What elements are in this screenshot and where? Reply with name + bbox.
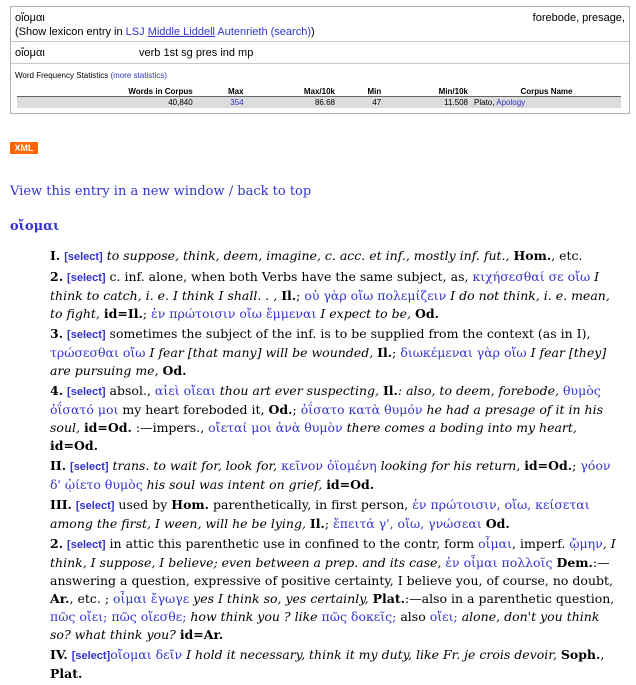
separator-text: ; [292,402,301,417]
divider [11,63,629,64]
author-ref: Plat. [372,591,405,606]
separator-text: ; [572,458,581,473]
author-ref: Od. [485,516,510,531]
view-links [10,184,311,199]
definition-text: , etc. [551,248,583,263]
frequency-table [17,86,621,108]
sense-1-4 [50,382,616,455]
sense-4 [50,646,616,683]
sense-3-2 [50,535,616,644]
sense-number: III. [50,497,72,512]
translation-text: among the first, I ween, will he be lying, [50,516,310,531]
header-min: Min [337,86,383,97]
select-link[interactable]: [select] [67,272,106,284]
definition-text: trans. to wait for, look for, [108,458,282,473]
greek-citation: γόον δ' ᾠίετο θυμὸς [50,458,611,492]
autenrieth-link[interactable]: Autenrieth [217,26,268,38]
translation-text: I expect to be, [316,306,415,321]
max-link[interactable]: 354 [230,98,244,107]
definition-text: :—answering a question, expressive of positive certainty, I believe you, of course, no doubt, [50,555,614,588]
separator-text: ; [296,288,305,303]
separator-text: ; [324,516,334,531]
cell-corpus [470,97,621,109]
greek-citation: οἴει; [429,609,458,624]
author-ref: Od. [414,306,439,321]
greek-citation: ἔπειτά γ', οἴω, γνώσεαι [333,516,482,531]
definition-text: to suppose, think, deem, imagine, c. acc. et inf., mostly inf. fut., [102,248,514,263]
translation-text: his soul was intent on grief, [142,477,327,492]
lexicon-entry [50,247,616,685]
greek-citation: κεῖνον ὀϊομένη [281,458,377,473]
greek-citation: πῶς οἴει; πῶς οἴεσθε; [50,609,187,624]
separator-text: ; [392,345,401,360]
lsj-link[interactable]: LSJ [125,26,145,38]
greek-citation: ὀΐσατο κατὰ θυμόν [300,402,423,417]
sense-1 [50,247,616,266]
greek-citation: οἴομαι δεῖν [110,647,183,662]
greek-citation: θυμὸς ὀΐσατό μοι [50,383,601,417]
author-ref: Il. [377,345,393,360]
translation-text: , I think, I suppose, I believe; even between a prep. and its case, [50,536,616,570]
sense-1-3 [50,325,616,380]
author-ref: Dem. [556,555,593,570]
more-statistics-link[interactable]: (more statistics) [110,71,167,80]
translation-text: there comes a boding into my heart, [342,420,577,435]
cell-min10k: 11.508 [383,97,470,109]
greek-citation: πῶς δοκεῖς; [321,609,397,624]
sense-1-2 [50,268,616,323]
translation-text: I do not think, i. e. mean, to fight, [50,288,610,321]
greek-citation: τρώσεσθαι οἴω [50,345,146,360]
word-form: οἴομαι [15,12,45,24]
author-ref: Plat. [50,666,83,681]
cell-max[interactable] [195,97,246,109]
author-ref: Od. [268,402,293,417]
definition-text: used by [114,497,172,512]
table-row [17,97,621,109]
author-ref: Ar. [50,591,70,606]
separator-text: , [600,647,605,662]
definition-text: :—also in a parenthetic question, [404,591,615,606]
search-link[interactable]: (search) [270,26,311,38]
show-suffix: ) [310,26,315,38]
select-link[interactable]: [select] [67,329,106,341]
definition-text: absol., [105,383,155,398]
greek-citation: ἐν πρώτοισιν οἴω ἔμμεναι [151,306,317,321]
separator-text: ; [142,306,151,321]
header-corpus: Corpus Name [470,86,621,97]
greek-citation: οὐ γὰρ οἴω πολεμίζειν [304,288,447,303]
wfs-title: Word Frequency Statistics [15,71,109,80]
xml-badge[interactable]: XML [10,142,38,154]
definition-text: :—impers., [131,420,209,435]
translation-text: alone, don't you think so? what think you? [50,609,600,642]
author-ref: id=Od. [524,458,573,473]
sense-number: 2. [50,269,64,284]
sense-3 [50,496,616,533]
divider [11,41,629,42]
lexicon-links [15,26,315,38]
sense-number: II. [50,458,67,473]
new-window-link[interactable]: View this entry in a new window [10,184,225,199]
author-ref: id=Od. [326,477,375,492]
parse-form: οἴομαι [15,47,45,59]
author-ref: Od. [162,363,187,378]
select-link[interactable]: [select] [67,386,106,398]
select-link[interactable]: [select] [75,500,115,512]
translation-text: yes I think so, yes certainly, [189,591,373,606]
greek-citation: ἐν οἶμαι πολλοῖς [445,555,553,570]
sense-2 [50,457,616,494]
corpus-link[interactable]: Apology [496,98,526,107]
sense-number: 4. [50,383,64,398]
author-ref: Soph. [560,647,601,662]
author-ref: id=Il. [103,306,143,321]
cell-words: 40,840 [17,97,195,109]
translation-text: how think you ? like [186,609,322,624]
header-min10k: Min/10k [383,86,470,97]
word-frequency-label [15,71,167,80]
greek-citation: οἴεταί μοι ἀνὰ θυμὸν [208,420,343,435]
definition-text: c. inf. alone, when both Verbs have the same subject, as, [105,269,473,284]
sense-number: IV. [50,647,68,662]
author-ref: id=Od. [83,420,132,435]
header-words: Words in Corpus [17,86,195,97]
greek-citation: αἰεὶ οἴεαι [154,383,216,398]
separator-text: also [396,609,430,624]
author-ref: id=Od. [50,438,98,453]
greek-citation: ἐν πρώτοισιν, οἴω, κείσεται [412,497,590,512]
author-ref: Il. [309,516,325,531]
middle-liddell-link[interactable]: Middle Liddell [147,26,215,38]
author-ref: Hom. [513,248,552,263]
translation-text: I hold it necessary, think it my duty, like Fr. je crois devoir, [182,647,561,662]
greek-citation: διωκέμεναι γὰρ οἴω [400,345,527,360]
header-max10k: Max/10k [246,86,337,97]
separator-text: , etc. ; [69,591,113,606]
back-to-top-link[interactable]: back to top [237,184,312,199]
translation-text: I fear [they] are pursuing me, [50,345,607,378]
translation-text: looking for his return, [376,458,525,473]
definition-text: in attic this parenthetic use in confined to the contr, form [105,536,479,551]
sense-number: I. [50,248,61,263]
definition-text: sometimes the subject of the inf. is to be supplied from the context (as in I), [105,326,591,341]
greek-citation: οἶμαι ἔγωγε [113,591,190,606]
sense-number: 2. [50,536,64,551]
definition-text: parenthetically, in first person, [209,497,413,512]
definition-text: , imperf. [512,536,570,551]
greek-citation: οἶμαι [478,536,513,551]
translation-text: I fear [that many] will be wounded, [145,345,378,360]
author-ref: Il. [382,383,398,398]
author-ref: Il. [281,288,297,303]
greek-citation: ᾤμην [569,536,603,551]
corpus-author: Plato, [474,98,497,107]
entry-headword: οἴομαι [10,219,60,234]
author-ref: Hom. [171,497,210,512]
word-summary-panel [10,6,630,114]
translation-text: : also, to deem, forebode, [397,383,563,398]
word-gloss: forebode, presage, [532,12,625,24]
cell-min: 47 [337,97,383,109]
parse-description: verb 1st sg pres ind mp [139,47,254,59]
select-link[interactable]: [select] [64,251,103,263]
cell-max10k: 86.68 [246,97,337,109]
link-separator: / [224,184,238,199]
translation-text: my heart foreboded it, [118,402,269,417]
select-link[interactable]: [select] [71,650,111,662]
translation-text: I think to catch, i. e. I think I shall. . , [50,269,600,303]
table-header-row [17,86,621,97]
translation-text: he had a presage of it in his soul, [50,402,603,435]
translation-text: thou art ever suspecting, [215,383,383,398]
sense-number: 3. [50,326,64,341]
header-max: Max [195,86,246,97]
select-link[interactable]: [select] [70,461,109,473]
author-ref: id=Ar. [179,627,224,642]
greek-citation: κιχήσεσθαί σε οἴω [472,269,591,284]
show-prefix: (Show lexicon entry in [15,26,123,38]
select-link[interactable]: [select] [67,539,106,551]
